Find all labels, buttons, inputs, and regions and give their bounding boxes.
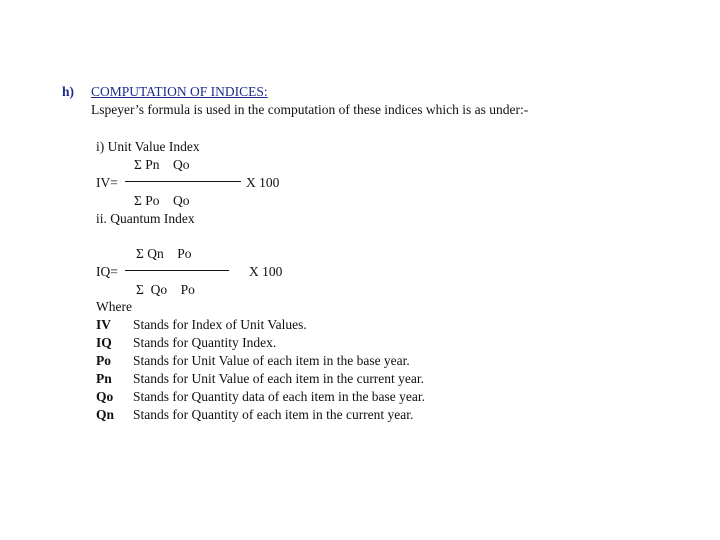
intro-text: Lspeyer’s formula is used in the computation of these indices which is as under:- (91, 102, 529, 117)
definition-text: Stands for Index of Unit Values. (133, 317, 307, 332)
unit-value-heading: i) Unit Value Index (96, 139, 200, 154)
definition-row (96, 389, 425, 405)
quantum-lhs: IQ= (96, 264, 118, 279)
definition-symbol: Qn (96, 407, 115, 422)
definition-symbol: Qo (96, 389, 114, 404)
definition-text: Stands for Quantity Index. (133, 335, 277, 350)
definition-symbol: IV (96, 317, 112, 332)
quantum-fraction-bar (125, 270, 229, 271)
unit-value-fraction-bar (125, 181, 241, 182)
section-title: COMPUTATION OF INDICES: (91, 84, 268, 99)
unit-value-lhs: IV= (96, 175, 118, 190)
definition-symbol: Pn (96, 371, 112, 386)
definition-row (96, 353, 410, 369)
quantum-denominator: Σ Qo Po (136, 282, 195, 297)
definition-row (96, 335, 276, 351)
definition-symbol: IQ (96, 335, 112, 350)
definition-symbol: Po (96, 353, 111, 368)
unit-value-numerator: Σ Pn Qo (134, 157, 190, 172)
where-label: Where (96, 299, 132, 314)
section-label: h) (62, 84, 75, 99)
definition-text: Stands for Quantity of each item in the current year. (133, 407, 414, 422)
definition-text: Stands for Quantity data of each item in the base year. (133, 389, 426, 404)
quantum-heading: ii. Quantum Index (96, 211, 195, 226)
definition-row (96, 371, 424, 387)
quantum-multiplier: X 100 (249, 264, 283, 279)
definition-text: Stands for Unit Value of each item in the base year. (133, 353, 410, 368)
definition-text: Stands for Unit Value of each item in the current year. (133, 371, 425, 386)
unit-value-denominator: Σ Po Qo (134, 193, 190, 208)
quantum-numerator: Σ Qn Po (136, 246, 192, 261)
definition-row (96, 317, 307, 333)
definition-row (96, 407, 413, 423)
unit-value-multiplier: X 100 (246, 175, 280, 190)
